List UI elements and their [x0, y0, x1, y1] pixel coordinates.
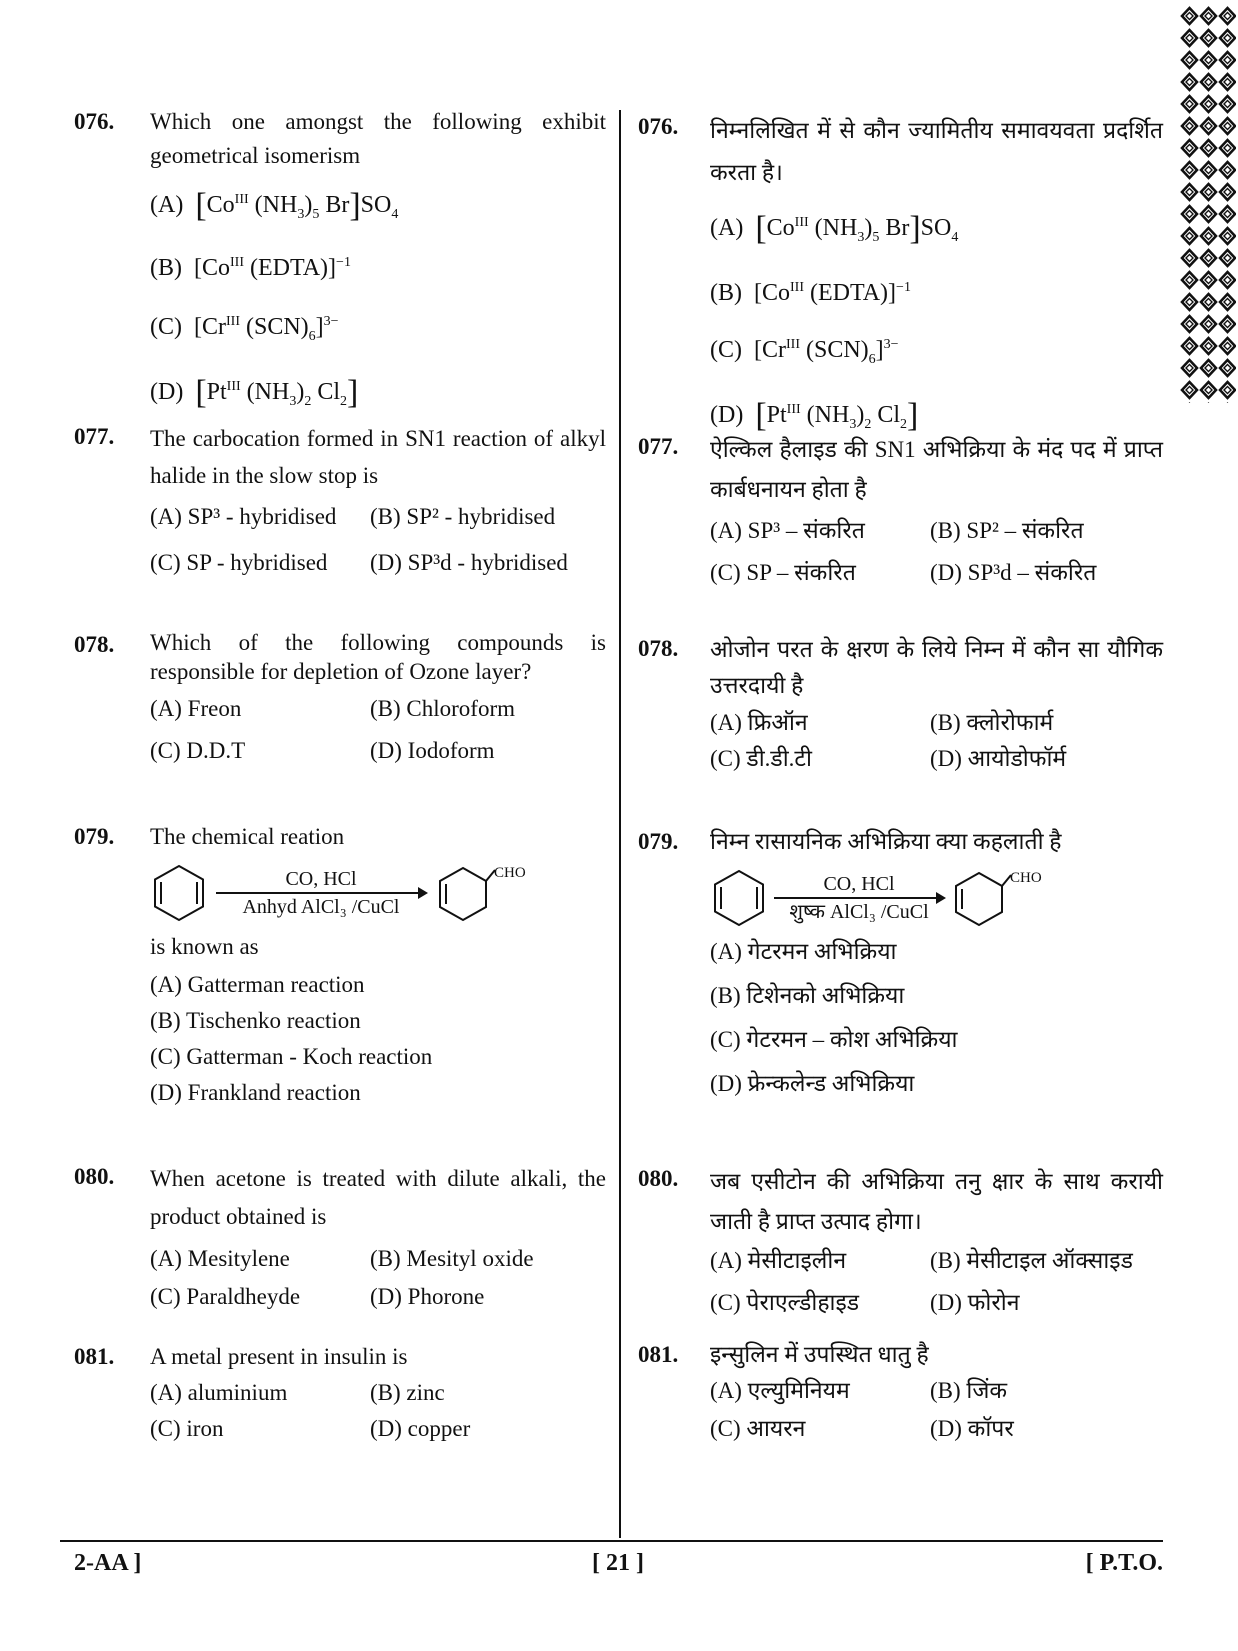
- arrow-icon: [774, 897, 944, 899]
- reagent-top: CO, HCl: [285, 868, 357, 890]
- reaction-scheme: [150, 862, 606, 924]
- option-a[interactable]: (A) aluminium: [150, 1380, 288, 1405]
- benzene-ring-icon: [150, 862, 208, 924]
- question-number: 076.: [638, 114, 679, 139]
- footer-pto: [ P.T.O.: [1085, 1550, 1163, 1576]
- reagent-bottom: Anhyd AlCl₃ /CuCl: [242, 896, 400, 918]
- question-number: 081.: [74, 1344, 115, 1369]
- option-a[interactable]: (A) [$Co^{III}$ $(NH_3)_5$ $Br]SO_4$: [710, 210, 959, 247]
- question-text: The chemical reation: [150, 824, 345, 849]
- option-c[interactable]: (C) Paraldheyde: [150, 1284, 301, 1309]
- option-label: (C): [150, 313, 182, 340]
- option-b[interactable]: (B) [$Co^{III}$ (EDTA)]$^{-1}$: [150, 254, 351, 281]
- option-d[interactable]: (D) आयोडोफॉर्म: [930, 746, 1067, 771]
- option-a[interactable]: (A) [$Co^{III}$ $(NH_3)_5$ $Br]SO_4$: [150, 187, 399, 224]
- option-label: (D): [710, 401, 744, 428]
- question-text: ओजोन परत के क्षरण के लिये निम्न में कौन सा यौगिक उत्तरदायी है: [710, 637, 1163, 698]
- option-a[interactable]: (A) फ्रिऑन: [710, 710, 808, 735]
- question-number: 079.: [638, 829, 679, 854]
- option-label: (D): [150, 378, 184, 405]
- option-a[interactable]: (A) SP³ - hybridised: [150, 504, 337, 529]
- option-a[interactable]: (A) एल्युमिनियम: [710, 1378, 850, 1403]
- question-text: Which of the following compounds is responsible for depletion of Ozone layer?: [150, 630, 606, 684]
- option-d[interactable]: (D) फोरोन: [930, 1290, 1020, 1315]
- column-divider: [619, 110, 621, 1538]
- option-a[interactable]: (A) मेसीटाइलीन: [710, 1248, 847, 1273]
- option-b[interactable]: (B) Chloroform: [370, 696, 516, 721]
- question-number: 077.: [638, 434, 679, 459]
- footer-code: 2-AA ]: [74, 1550, 142, 1576]
- benzene-ring-icon: [710, 867, 768, 929]
- reaction-arrow: [216, 866, 426, 920]
- question-080-hi: [638, 1162, 1163, 1320]
- footer-rule: [60, 1540, 1163, 1542]
- question-text: ऐल्किल हैलाइड की SN1 अभिक्रिया के मंद पद में प्राप्त कार्बधनायन होता है: [710, 437, 1163, 502]
- option-c[interactable]: (C) SP – संकरित: [710, 560, 856, 585]
- question-text-after: is known as: [150, 934, 259, 959]
- option-d[interactable]: (D) Iodoform: [370, 738, 495, 763]
- option-d[interactable]: (D) [$Pt^{III}$ $(NH_3)_2$ $Cl_2$]: [150, 373, 359, 411]
- page-number: [ 21 ]: [592, 1550, 644, 1576]
- benzaldehyde-ring-icon: [950, 867, 1012, 929]
- question-077-en: [74, 420, 606, 580]
- option-d[interactable]: (D) [$Pt^{III}$ $(NH_3)_2$ $Cl_2$]: [710, 396, 919, 434]
- side-pattern-graphic: [1180, 5, 1236, 403]
- option-d[interactable]: (D) copper: [370, 1416, 471, 1441]
- question-078-hi: [638, 632, 1163, 776]
- option-b[interactable]: (B) SP² - hybridised: [370, 504, 556, 529]
- reaction-arrow: [774, 871, 944, 925]
- option-c[interactable]: (C) पेराएल्डीहाइड: [710, 1290, 860, 1315]
- question-number: 076.: [74, 109, 115, 134]
- question-076-hi: [638, 110, 1163, 441]
- option-b[interactable]: (B) zinc: [370, 1380, 445, 1405]
- question-text: When acetone is treated with dilute alkali, the product obtained is: [150, 1166, 606, 1229]
- question-number: 078.: [74, 632, 115, 657]
- option-b[interactable]: (B) मेसीटाइल ऑक्साइड: [930, 1248, 1133, 1273]
- question-079-en: [74, 820, 606, 1110]
- question-number: 079.: [74, 824, 115, 849]
- option-d[interactable]: (D) Phorone: [370, 1284, 485, 1309]
- option-c[interactable]: (C) [$Cr^{III}$ $(SCN)_6]^{3-}$: [710, 336, 899, 367]
- cho-label: CHO: [1010, 870, 1042, 886]
- option-c[interactable]: (C) डी.डी.टी: [710, 746, 812, 771]
- question-number: 080.: [638, 1166, 679, 1191]
- option-d[interactable]: (D) फ्रेन्कलेन्ड अभिक्रिया: [710, 1071, 915, 1096]
- option-c[interactable]: (C) आयरन: [710, 1416, 806, 1441]
- reagent-top: CO, HCl: [823, 873, 895, 895]
- question-text: इन्सुलिन में उपस्थित धातु है: [710, 1342, 929, 1367]
- question-078-en: [74, 628, 606, 768]
- option-b[interactable]: (B) SP² – संकरित: [930, 518, 1084, 543]
- question-text: निम्न रासायनिक अभिक्रिया क्या कहलाती है: [710, 829, 1062, 854]
- option-d[interactable]: (D) कॉपर: [930, 1416, 1014, 1441]
- question-text: निम्नलिखित में से कौन ज्यामितीय समावयवता प्रदर्शित करता है।: [710, 118, 1163, 185]
- question-077-hi: [638, 430, 1163, 590]
- option-a[interactable]: (A) गेटरमन अभिक्रिया: [710, 939, 897, 964]
- benzaldehyde-ring-icon: [434, 862, 496, 924]
- question-076-en: [74, 105, 606, 418]
- option-c[interactable]: (C) Gatterman - Koch reaction: [150, 1044, 433, 1069]
- option-b[interactable]: (B) Tischenko reaction: [150, 1008, 361, 1033]
- option-b[interactable]: (B) [$Co^{III}$ (EDTA)]$^{-1}$: [710, 279, 911, 306]
- option-c[interactable]: (C) iron: [150, 1416, 224, 1441]
- option-label: (A): [710, 215, 744, 241]
- option-a[interactable]: (A) SP³ – संकरित: [710, 518, 865, 543]
- option-b[interactable]: (B) Mesityl oxide: [370, 1246, 534, 1271]
- question-number: 080.: [74, 1164, 115, 1189]
- question-number: 081.: [638, 1342, 679, 1367]
- option-label: (C): [710, 336, 742, 363]
- option-b[interactable]: (B) जिंक: [930, 1378, 1008, 1403]
- question-081-en: [74, 1340, 606, 1446]
- question-text: A metal present in insulin is: [150, 1344, 408, 1369]
- option-d[interactable]: (D) SP³d – संकरित: [930, 560, 1097, 585]
- question-080-en: [74, 1160, 606, 1314]
- question-number: 077.: [74, 424, 115, 449]
- question-text: Which one amongst the following exhibit geometrical isomerism: [150, 109, 606, 168]
- option-c[interactable]: (C) गेटरमन – कोश अभिक्रिया: [710, 1027, 958, 1052]
- cho-label: CHO: [494, 865, 526, 881]
- question-081-hi: [638, 1338, 1163, 1446]
- option-d[interactable]: (D) Frankland reaction: [150, 1080, 361, 1105]
- option-label: (A): [150, 192, 184, 218]
- question-text: जब एसीटोन की अभिक्रिया तनु क्षार के साथ करायी जाती है प्राप्त उत्पाद होगा।: [710, 1169, 1163, 1234]
- question-number: 078.: [638, 636, 679, 661]
- arrow-icon: [216, 892, 426, 894]
- option-b[interactable]: (B) टिशेनको अभिक्रिया: [710, 983, 905, 1008]
- option-label: (B): [710, 279, 742, 306]
- option-a[interactable]: (A) Freon: [150, 696, 242, 721]
- question-079-hi: [638, 825, 1163, 1101]
- option-d[interactable]: (D) SP³d - hybridised: [370, 550, 568, 575]
- option-a[interactable]: (A) Gatterman reaction: [150, 972, 365, 997]
- reaction-scheme: [710, 867, 1163, 929]
- option-c[interactable]: (C) [$Cr^{III}$ $(SCN)_6]^{3-}$: [150, 313, 339, 344]
- option-c[interactable]: (C) D.D.T: [150, 738, 246, 763]
- option-c[interactable]: (C) SP - hybridised: [150, 550, 328, 575]
- question-text: The carbocation formed in SN1 reaction of alkyl halide in the slow stop is: [150, 426, 606, 488]
- option-a[interactable]: (A) Mesitylene: [150, 1246, 290, 1271]
- reagent-bottom: शुष्क AlCl₃ /CuCl: [789, 901, 929, 923]
- option-label: (B): [150, 254, 182, 281]
- option-b[interactable]: (B) क्लोरोफार्म: [930, 710, 1054, 735]
